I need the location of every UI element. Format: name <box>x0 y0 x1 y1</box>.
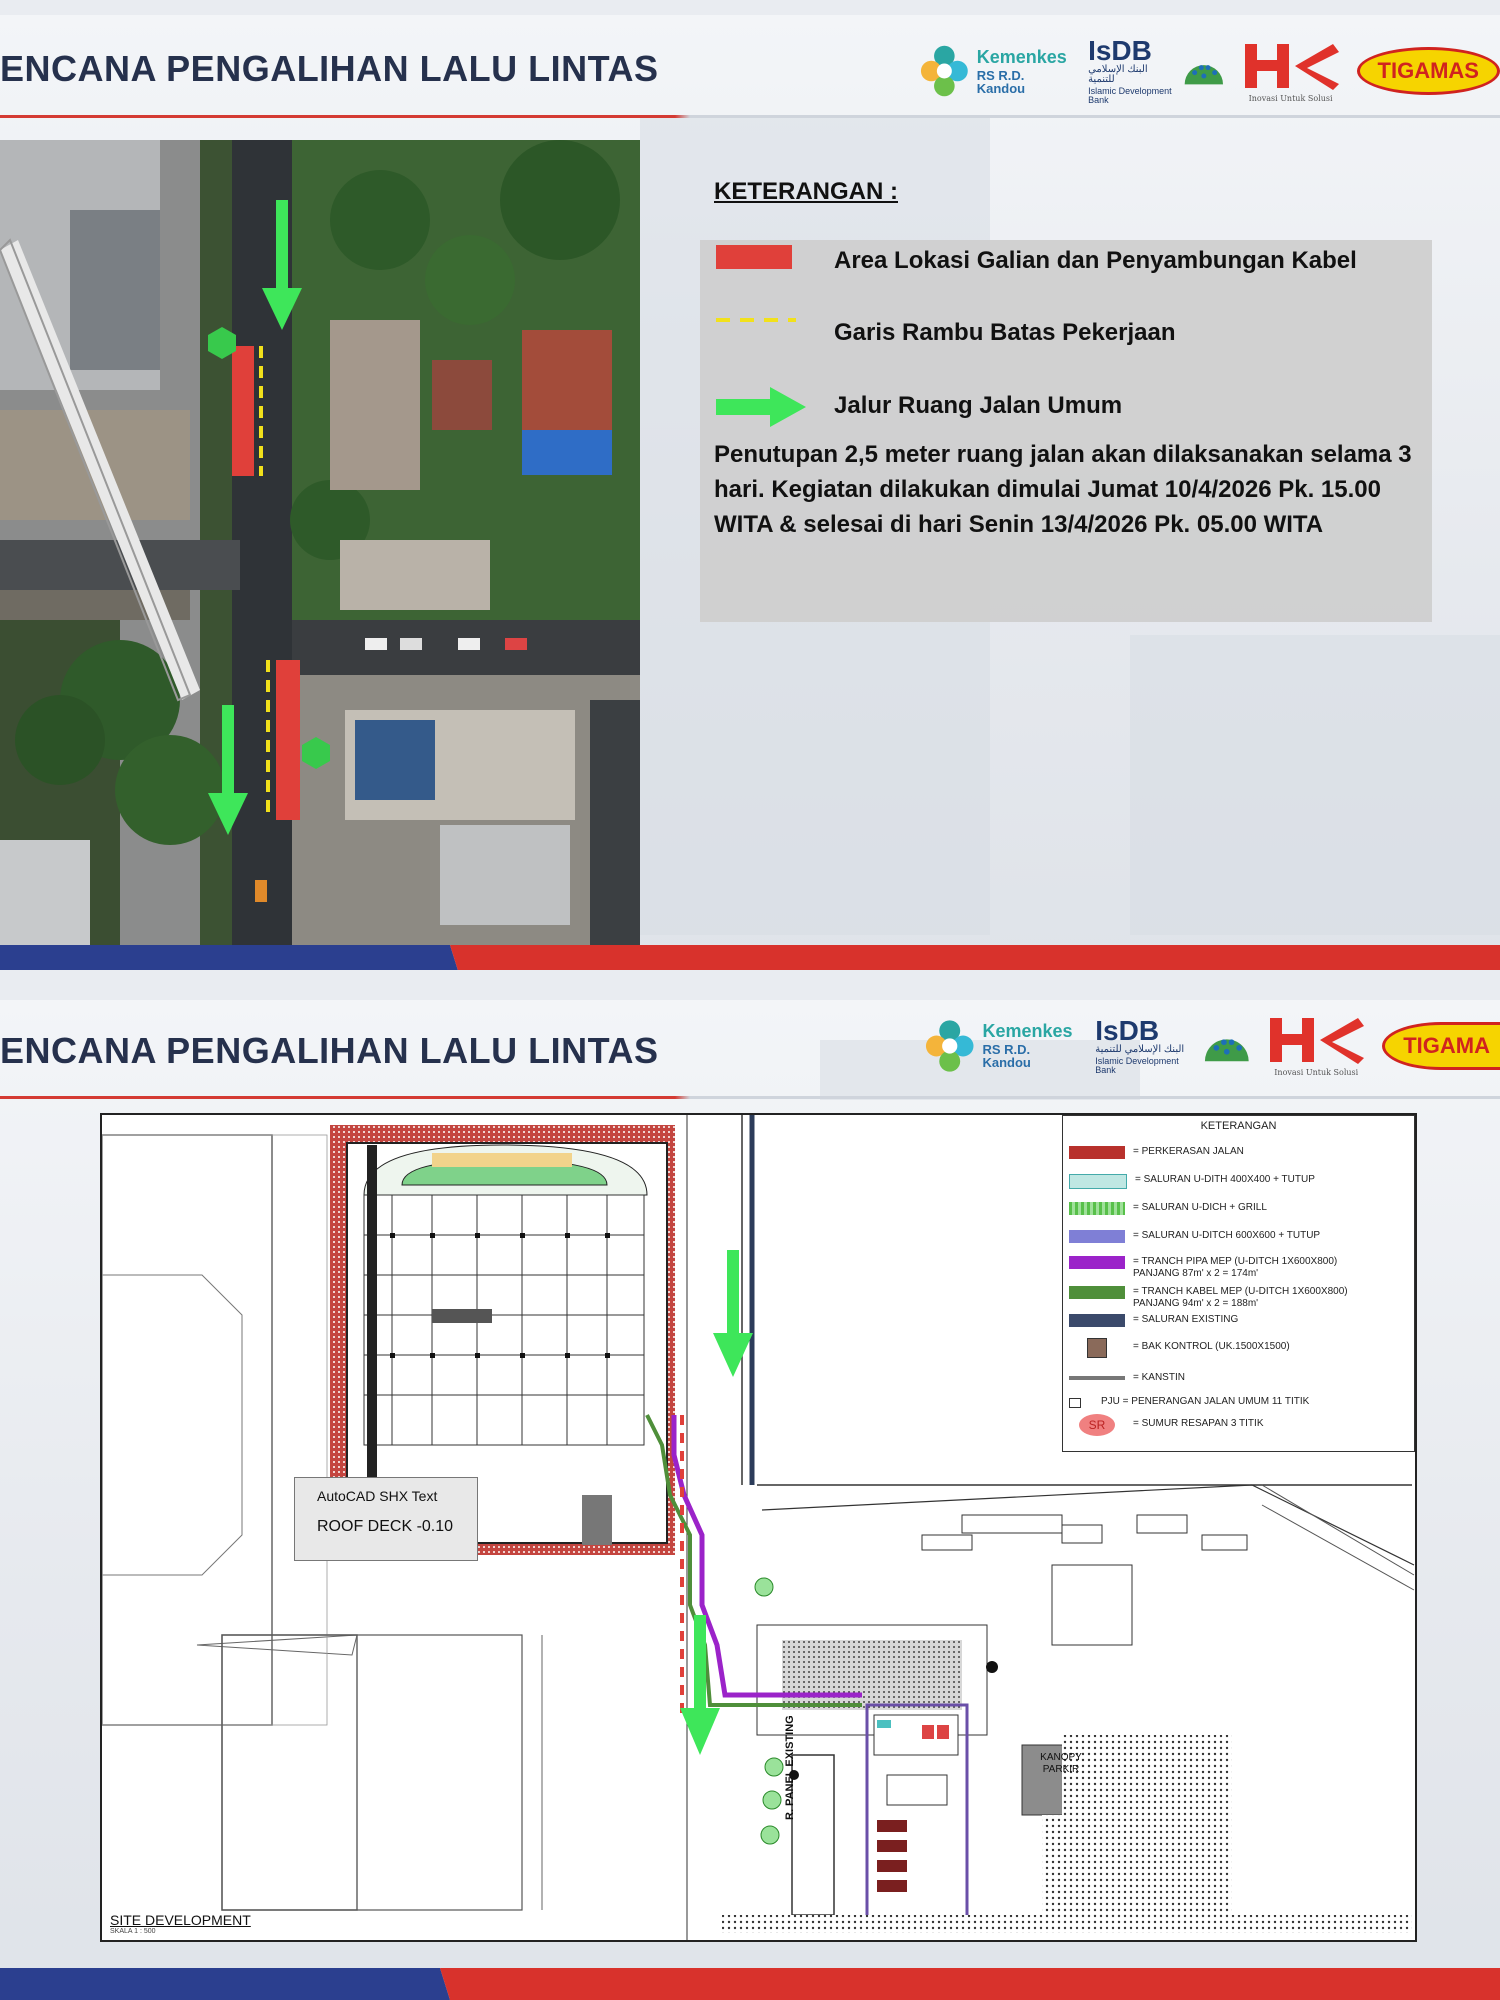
plan-legend-title: KETERANGAN <box>1200 1120 1277 1132</box>
footer-stripe <box>0 945 1500 970</box>
isdb-name: IsDB <box>1095 1014 1160 1046</box>
kemenkes-logo <box>925 1018 1077 1074</box>
hk-logo-mark <box>1243 40 1339 92</box>
plan-legend-label: = SUMUR RESAPAN 3 TITIK <box>1133 1418 1264 1429</box>
red-rect-icon <box>716 245 792 269</box>
hk-logo <box>1268 1014 1364 1077</box>
isdb-name: IsDB <box>1088 35 1152 66</box>
kemenkes-hospital: RS R.D. Kandou <box>982 1042 1031 1070</box>
site-development-label: SITE DEVELOPMENT <box>110 1912 251 1928</box>
excavation-zone <box>276 660 300 820</box>
kemenkes-name: Kemenkes <box>976 46 1067 67</box>
autocad-label-box <box>294 1477 478 1561</box>
u-ditch-600-swatch-icon <box>1069 1230 1125 1243</box>
isdb-globe-icon <box>1183 53 1225 89</box>
plan-legend-item <box>1069 1418 1403 1431</box>
panel-room-label: R. PANEL EXISTING <box>784 1715 796 1820</box>
logo-bar <box>920 37 1500 105</box>
site-plan-drawing <box>100 1113 1417 1942</box>
logo-bar <box>925 1014 1500 1077</box>
legend-excavation-swatch <box>716 245 792 269</box>
curb-swatch-icon <box>1069 1376 1125 1380</box>
hk-tagline: Inovasi Untuk Solusi <box>1248 93 1333 103</box>
plan-legend-label: = SALURAN U-DITH 400X400 + TUTUP <box>1135 1174 1315 1185</box>
legend-boundary-swatch <box>716 317 796 323</box>
u-ditch-grill-swatch-icon <box>1069 1202 1125 1215</box>
kemenkes-logo <box>920 43 1070 99</box>
plan-legend-label: = TRANCH KABEL MEP (U-DITCH 1X600X800) PANJANG 94m' x 2 = 188m' <box>1133 1286 1348 1309</box>
legend-route-swatch <box>716 387 806 427</box>
keterangan-box <box>700 240 1432 622</box>
legend-route-label: Jalur Ruang Jalan Umum <box>834 392 1123 419</box>
page-title: ENCANA PENGALIHAN LALU LINTAS <box>0 1030 659 1071</box>
plan-legend-label: = SALURAN EXISTING <box>1133 1314 1239 1325</box>
plan-legend-label: PJU = PENERANGAN JALAN UMUM 11 TITIK <box>1101 1396 1310 1407</box>
title-underline <box>0 115 1500 118</box>
kemenkes-name: Kemenkes <box>982 1021 1073 1041</box>
plan-legend-label: = KANSTIN <box>1133 1372 1185 1383</box>
isdb-subtitle: Islamic Development Bank <box>1088 86 1172 105</box>
plan-legend-item <box>1069 1338 1403 1353</box>
autocad-title: AutoCAD SHX Text <box>317 1488 438 1504</box>
legend-boundary-label: Garis Rambu Batas Pekerjaan <box>834 319 1176 346</box>
isdb-subtitle: Islamic Development Bank <box>1095 1055 1179 1075</box>
closure-note: Penutupan 2,5 meter ruang jalan akan dilaksanakan selama 3 hari. Kegiatan dilakukan dimulai Jumat 10/4/2026 Pk. 15.00 WITA & selesai di hari Senin 13/4/2026 Pk. 05.00 WITA <box>714 441 1412 538</box>
page-title: ENCANA PENGALIHAN LALU LINTAS <box>0 48 659 89</box>
u-ditch-400-swatch-icon <box>1069 1174 1127 1189</box>
plan-legend-item <box>1069 1286 1403 1310</box>
isdb-logo <box>1088 37 1224 105</box>
pavement-swatch-icon <box>1069 1146 1125 1159</box>
mep-cable-trench-swatch-icon <box>1069 1286 1125 1299</box>
plan-legend <box>1062 1115 1415 1452</box>
kemenkes-flower-icon <box>920 43 969 99</box>
keterangan-heading: KETERANGAN : <box>714 178 898 205</box>
kemenkes-hospital: RS R.D. Kandou <box>976 67 1026 96</box>
isdb-arabic: البنك الإسلامي للتنمية <box>1095 1043 1185 1055</box>
background-building <box>1130 635 1500 935</box>
slide-aerial <box>0 15 1500 970</box>
tigamas-logo: TIGAMAS <box>1357 47 1500 95</box>
footer-stripe <box>0 1968 1500 2000</box>
title-underline <box>0 1096 1500 1099</box>
control-box-swatch-icon <box>1069 1338 1125 1351</box>
plan-legend-label: = BAK KONTROL (UK.1500X1500) <box>1133 1341 1290 1352</box>
tigamas-logo: TIGAMA <box>1382 1022 1500 1070</box>
plan-legend-item <box>1069 1174 1405 1189</box>
plan-legend-item <box>1069 1146 1403 1159</box>
aerial-photo <box>0 140 640 945</box>
plan-legend-label: = TRANCH PIPA MEP (U-DITCH 1X600X800) PANJANG 87m' x 2 = 174m' <box>1133 1256 1338 1279</box>
sr-badge: SR <box>1079 1414 1115 1436</box>
excavation-zone <box>232 346 254 476</box>
plan-legend-label: = SALURAN U-DICH + GRILL <box>1133 1202 1267 1213</box>
plan-legend-item <box>1069 1256 1403 1280</box>
yellow-dashed-line-icon <box>716 317 796 323</box>
plan-legend-item <box>1069 1202 1403 1215</box>
plan-legend-item <box>1069 1314 1403 1327</box>
isdb-logo <box>1095 1014 1250 1075</box>
legend-excavation-label: Area Lokasi Galian dan Penyambungan Kabel <box>834 247 1357 274</box>
kanopy-label: KANOPY PARKIR <box>1040 1752 1082 1775</box>
mep-pipe-trench-swatch-icon <box>1069 1256 1125 1269</box>
isdb-globe-icon <box>1203 1028 1251 1064</box>
isdb-arabic: البنك الإسلامي للتنمية <box>1088 64 1148 85</box>
autocad-value: ROOF DECK -0.10 <box>317 1518 454 1535</box>
scale-label: SKALA 1 : 500 <box>110 1928 156 1935</box>
plan-legend-item <box>1069 1396 1371 1409</box>
hk-logo <box>1243 40 1339 103</box>
hk-tagline: Inovasi Untuk Solusi <box>1274 1068 1359 1077</box>
green-arrow-icon <box>716 387 806 427</box>
existing-channel-swatch-icon <box>1069 1314 1125 1327</box>
infiltration-well-swatch-icon <box>1069 1418 1125 1431</box>
kemenkes-flower-icon <box>925 1018 974 1074</box>
plan-legend-label: = PERKERASAN JALAN <box>1133 1146 1244 1157</box>
plan-legend-item <box>1069 1372 1403 1384</box>
plan-legend-label: = SALURAN U-DITCH 600X600 + TUTUP <box>1133 1230 1321 1241</box>
aerial-map-svg <box>0 140 640 945</box>
plan-legend-item <box>1069 1230 1403 1243</box>
hk-logo-mark <box>1268 1014 1364 1066</box>
